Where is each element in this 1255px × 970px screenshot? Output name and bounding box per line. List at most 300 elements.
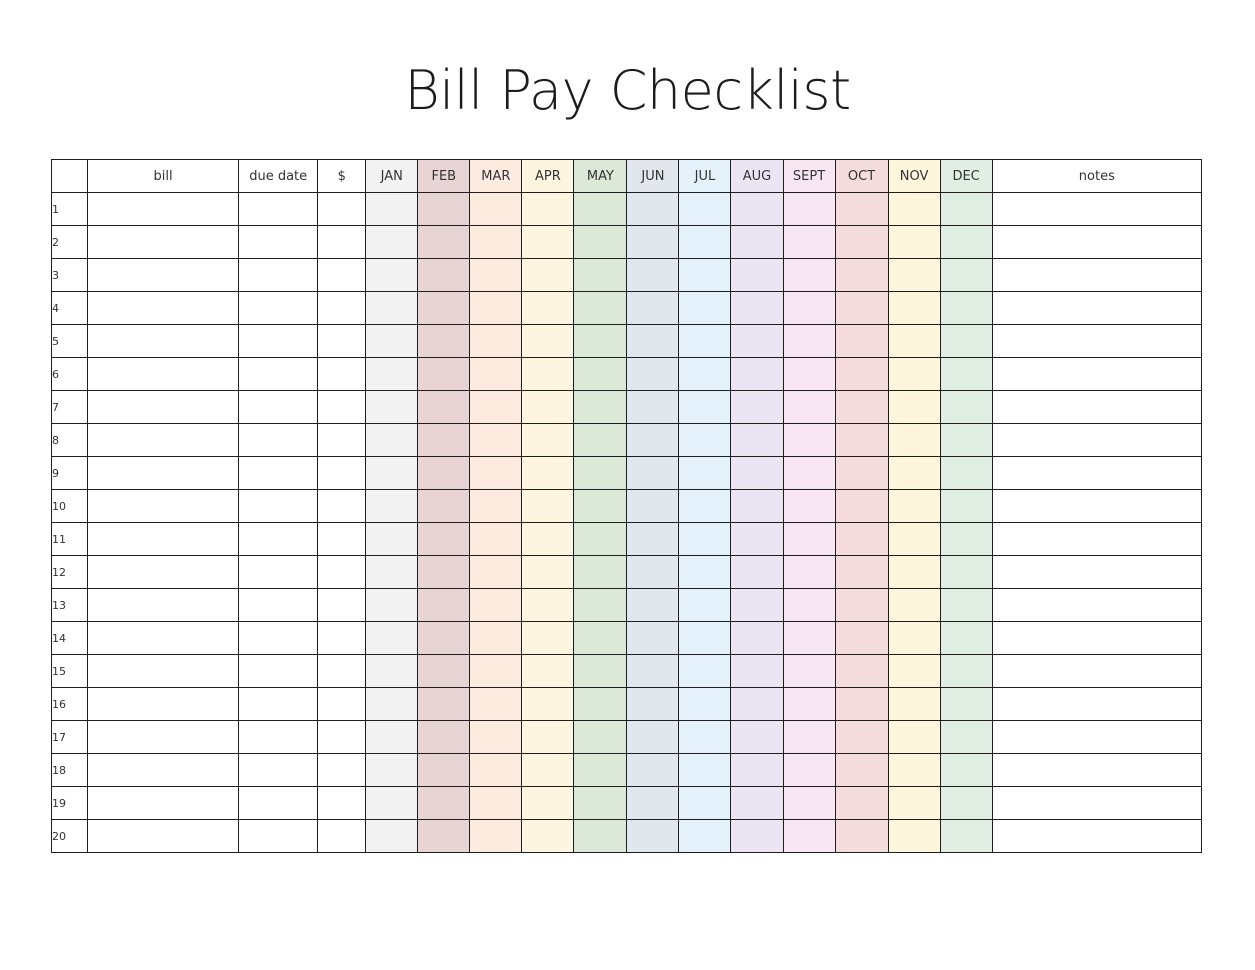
month-cell-jul[interactable] [679,754,731,787]
month-cell-apr[interactable] [522,193,574,226]
month-cell-may[interactable] [574,688,627,721]
month-cell-feb[interactable] [418,424,470,457]
month-cell-apr[interactable] [522,325,574,358]
month-cell-aug[interactable] [731,556,783,589]
month-cell-jun[interactable] [627,325,679,358]
month-cell-feb[interactable] [418,655,470,688]
month-cell-jul[interactable] [679,622,731,655]
due-date-cell[interactable] [239,292,318,325]
bill-cell[interactable] [88,325,239,358]
notes-cell[interactable] [992,358,1201,391]
month-cell-may[interactable] [574,226,627,259]
month-cell-may[interactable] [574,490,627,523]
month-cell-sept[interactable] [783,226,835,259]
amount-cell[interactable] [318,193,366,226]
amount-cell[interactable] [318,424,366,457]
notes-cell[interactable] [992,391,1201,424]
month-cell-dec[interactable] [940,688,992,721]
month-cell-jun[interactable] [627,292,679,325]
month-cell-mar[interactable] [470,787,522,820]
month-cell-jun[interactable] [627,754,679,787]
month-cell-dec[interactable] [940,589,992,622]
month-cell-feb[interactable] [418,457,470,490]
month-cell-oct[interactable] [835,622,888,655]
amount-cell[interactable] [318,226,366,259]
month-cell-may[interactable] [574,556,627,589]
due-date-cell[interactable] [239,490,318,523]
month-cell-may[interactable] [574,820,627,853]
month-cell-apr[interactable] [522,391,574,424]
bill-cell[interactable] [88,589,239,622]
month-cell-may[interactable] [574,325,627,358]
month-cell-apr[interactable] [522,259,574,292]
bill-cell[interactable] [88,820,239,853]
due-date-cell[interactable] [239,754,318,787]
month-cell-nov[interactable] [888,688,940,721]
notes-cell[interactable] [992,193,1201,226]
month-cell-sept[interactable] [783,721,835,754]
bill-cell[interactable] [88,457,239,490]
month-cell-nov[interactable] [888,193,940,226]
month-cell-aug[interactable] [731,688,783,721]
due-date-cell[interactable] [239,226,318,259]
amount-cell[interactable] [318,787,366,820]
month-cell-jan[interactable] [366,358,418,391]
month-cell-jan[interactable] [366,259,418,292]
month-cell-apr[interactable] [522,226,574,259]
month-cell-aug[interactable] [731,787,783,820]
month-cell-mar[interactable] [470,754,522,787]
month-cell-dec[interactable] [940,358,992,391]
month-cell-jan[interactable] [366,688,418,721]
notes-cell[interactable] [992,787,1201,820]
bill-cell[interactable] [88,721,239,754]
notes-cell[interactable] [992,226,1201,259]
month-cell-mar[interactable] [470,523,522,556]
month-cell-jun[interactable] [627,622,679,655]
due-date-cell[interactable] [239,589,318,622]
month-cell-may[interactable] [574,358,627,391]
month-cell-nov[interactable] [888,787,940,820]
bill-cell[interactable] [88,523,239,556]
month-cell-dec[interactable] [940,622,992,655]
month-cell-jan[interactable] [366,556,418,589]
month-cell-dec[interactable] [940,655,992,688]
month-cell-may[interactable] [574,523,627,556]
month-cell-jun[interactable] [627,589,679,622]
due-date-cell[interactable] [239,820,318,853]
month-cell-feb[interactable] [418,820,470,853]
month-cell-oct[interactable] [835,457,888,490]
month-cell-nov[interactable] [888,622,940,655]
month-cell-may[interactable] [574,391,627,424]
amount-cell[interactable] [318,820,366,853]
month-cell-mar[interactable] [470,292,522,325]
month-cell-aug[interactable] [731,358,783,391]
month-cell-aug[interactable] [731,391,783,424]
month-cell-oct[interactable] [835,721,888,754]
month-cell-feb[interactable] [418,391,470,424]
month-cell-nov[interactable] [888,655,940,688]
bill-cell[interactable] [88,391,239,424]
due-date-cell[interactable] [239,358,318,391]
month-cell-may[interactable] [574,424,627,457]
amount-cell[interactable] [318,622,366,655]
bill-cell[interactable] [88,424,239,457]
month-cell-jul[interactable] [679,226,731,259]
month-cell-sept[interactable] [783,523,835,556]
month-cell-sept[interactable] [783,490,835,523]
month-cell-dec[interactable] [940,193,992,226]
month-cell-oct[interactable] [835,820,888,853]
month-cell-apr[interactable] [522,424,574,457]
month-cell-jan[interactable] [366,424,418,457]
month-cell-oct[interactable] [835,688,888,721]
month-cell-dec[interactable] [940,292,992,325]
month-cell-jan[interactable] [366,721,418,754]
month-cell-dec[interactable] [940,721,992,754]
month-cell-may[interactable] [574,457,627,490]
month-cell-mar[interactable] [470,622,522,655]
bill-cell[interactable] [88,292,239,325]
month-cell-aug[interactable] [731,589,783,622]
amount-cell[interactable] [318,754,366,787]
amount-cell[interactable] [318,457,366,490]
month-cell-oct[interactable] [835,292,888,325]
month-cell-oct[interactable] [835,358,888,391]
due-date-cell[interactable] [239,391,318,424]
month-cell-sept[interactable] [783,787,835,820]
month-cell-jun[interactable] [627,226,679,259]
amount-cell[interactable] [318,589,366,622]
due-date-cell[interactable] [239,325,318,358]
notes-cell[interactable] [992,424,1201,457]
month-cell-mar[interactable] [470,391,522,424]
month-cell-jun[interactable] [627,259,679,292]
month-cell-jul[interactable] [679,358,731,391]
month-cell-apr[interactable] [522,457,574,490]
month-cell-jan[interactable] [366,820,418,853]
month-cell-jun[interactable] [627,820,679,853]
month-cell-mar[interactable] [470,655,522,688]
month-cell-feb[interactable] [418,358,470,391]
month-cell-nov[interactable] [888,523,940,556]
month-cell-may[interactable] [574,754,627,787]
due-date-cell[interactable] [239,787,318,820]
month-cell-mar[interactable] [470,424,522,457]
month-cell-feb[interactable] [418,622,470,655]
month-cell-jun[interactable] [627,490,679,523]
month-cell-mar[interactable] [470,589,522,622]
month-cell-oct[interactable] [835,490,888,523]
bill-cell[interactable] [88,490,239,523]
month-cell-may[interactable] [574,292,627,325]
month-cell-jul[interactable] [679,259,731,292]
month-cell-apr[interactable] [522,787,574,820]
month-cell-apr[interactable] [522,589,574,622]
month-cell-dec[interactable] [940,391,992,424]
month-cell-jul[interactable] [679,292,731,325]
month-cell-dec[interactable] [940,226,992,259]
month-cell-jan[interactable] [366,457,418,490]
due-date-cell[interactable] [239,688,318,721]
month-cell-nov[interactable] [888,358,940,391]
month-cell-aug[interactable] [731,721,783,754]
month-cell-jun[interactable] [627,424,679,457]
month-cell-jan[interactable] [366,292,418,325]
month-cell-jan[interactable] [366,589,418,622]
month-cell-oct[interactable] [835,259,888,292]
month-cell-jul[interactable] [679,556,731,589]
month-cell-sept[interactable] [783,556,835,589]
month-cell-jun[interactable] [627,688,679,721]
month-cell-jan[interactable] [366,655,418,688]
month-cell-sept[interactable] [783,589,835,622]
month-cell-aug[interactable] [731,754,783,787]
month-cell-nov[interactable] [888,754,940,787]
month-cell-sept[interactable] [783,688,835,721]
month-cell-sept[interactable] [783,820,835,853]
amount-cell[interactable] [318,556,366,589]
month-cell-may[interactable] [574,622,627,655]
month-cell-jun[interactable] [627,457,679,490]
month-cell-apr[interactable] [522,655,574,688]
notes-cell[interactable] [992,622,1201,655]
month-cell-apr[interactable] [522,490,574,523]
month-cell-jul[interactable] [679,688,731,721]
month-cell-sept[interactable] [783,259,835,292]
month-cell-oct[interactable] [835,226,888,259]
due-date-cell[interactable] [239,523,318,556]
month-cell-oct[interactable] [835,754,888,787]
month-cell-jul[interactable] [679,589,731,622]
notes-cell[interactable] [992,523,1201,556]
due-date-cell[interactable] [239,193,318,226]
month-cell-jul[interactable] [679,325,731,358]
month-cell-sept[interactable] [783,391,835,424]
month-cell-feb[interactable] [418,556,470,589]
month-cell-sept[interactable] [783,193,835,226]
month-cell-jul[interactable] [679,424,731,457]
month-cell-feb[interactable] [418,754,470,787]
month-cell-jan[interactable] [366,391,418,424]
month-cell-sept[interactable] [783,457,835,490]
month-cell-apr[interactable] [522,754,574,787]
month-cell-feb[interactable] [418,688,470,721]
month-cell-jan[interactable] [366,193,418,226]
month-cell-aug[interactable] [731,259,783,292]
amount-cell[interactable] [318,391,366,424]
month-cell-mar[interactable] [470,820,522,853]
month-cell-apr[interactable] [522,721,574,754]
month-cell-apr[interactable] [522,688,574,721]
month-cell-dec[interactable] [940,556,992,589]
month-cell-feb[interactable] [418,259,470,292]
bill-cell[interactable] [88,556,239,589]
month-cell-feb[interactable] [418,589,470,622]
month-cell-jul[interactable] [679,457,731,490]
month-cell-dec[interactable] [940,490,992,523]
notes-cell[interactable] [992,754,1201,787]
month-cell-aug[interactable] [731,490,783,523]
notes-cell[interactable] [992,490,1201,523]
month-cell-mar[interactable] [470,358,522,391]
month-cell-jun[interactable] [627,787,679,820]
month-cell-feb[interactable] [418,226,470,259]
month-cell-mar[interactable] [470,490,522,523]
notes-cell[interactable] [992,259,1201,292]
amount-cell[interactable] [318,292,366,325]
month-cell-feb[interactable] [418,490,470,523]
month-cell-sept[interactable] [783,325,835,358]
bill-cell[interactable] [88,193,239,226]
month-cell-jan[interactable] [366,622,418,655]
month-cell-aug[interactable] [731,820,783,853]
month-cell-oct[interactable] [835,325,888,358]
month-cell-jul[interactable] [679,490,731,523]
month-cell-nov[interactable] [888,721,940,754]
notes-cell[interactable] [992,820,1201,853]
notes-cell[interactable] [992,325,1201,358]
month-cell-nov[interactable] [888,325,940,358]
month-cell-nov[interactable] [888,391,940,424]
month-cell-dec[interactable] [940,523,992,556]
amount-cell[interactable] [318,655,366,688]
due-date-cell[interactable] [239,721,318,754]
due-date-cell[interactable] [239,655,318,688]
month-cell-may[interactable] [574,655,627,688]
month-cell-nov[interactable] [888,457,940,490]
month-cell-oct[interactable] [835,787,888,820]
month-cell-nov[interactable] [888,820,940,853]
month-cell-mar[interactable] [470,325,522,358]
month-cell-sept[interactable] [783,754,835,787]
notes-cell[interactable] [992,721,1201,754]
bill-cell[interactable] [88,259,239,292]
month-cell-apr[interactable] [522,523,574,556]
month-cell-may[interactable] [574,193,627,226]
bill-cell[interactable] [88,688,239,721]
month-cell-nov[interactable] [888,556,940,589]
month-cell-sept[interactable] [783,358,835,391]
month-cell-apr[interactable] [522,820,574,853]
bill-cell[interactable] [88,655,239,688]
month-cell-mar[interactable] [470,721,522,754]
month-cell-jun[interactable] [627,391,679,424]
month-cell-mar[interactable] [470,688,522,721]
month-cell-jan[interactable] [366,325,418,358]
month-cell-dec[interactable] [940,457,992,490]
bill-cell[interactable] [88,787,239,820]
bill-cell[interactable] [88,226,239,259]
month-cell-dec[interactable] [940,259,992,292]
month-cell-sept[interactable] [783,292,835,325]
bill-cell[interactable] [88,754,239,787]
month-cell-aug[interactable] [731,622,783,655]
notes-cell[interactable] [992,556,1201,589]
month-cell-oct[interactable] [835,193,888,226]
month-cell-apr[interactable] [522,622,574,655]
month-cell-jun[interactable] [627,358,679,391]
month-cell-feb[interactable] [418,193,470,226]
month-cell-jan[interactable] [366,523,418,556]
month-cell-jun[interactable] [627,556,679,589]
notes-cell[interactable] [992,589,1201,622]
month-cell-mar[interactable] [470,556,522,589]
month-cell-apr[interactable] [522,292,574,325]
month-cell-dec[interactable] [940,424,992,457]
month-cell-dec[interactable] [940,325,992,358]
month-cell-mar[interactable] [470,457,522,490]
month-cell-oct[interactable] [835,589,888,622]
month-cell-oct[interactable] [835,556,888,589]
due-date-cell[interactable] [239,259,318,292]
month-cell-apr[interactable] [522,358,574,391]
month-cell-oct[interactable] [835,523,888,556]
bill-cell[interactable] [88,622,239,655]
month-cell-dec[interactable] [940,820,992,853]
month-cell-nov[interactable] [888,259,940,292]
month-cell-aug[interactable] [731,523,783,556]
month-cell-feb[interactable] [418,292,470,325]
month-cell-jan[interactable] [366,754,418,787]
month-cell-jun[interactable] [627,721,679,754]
due-date-cell[interactable] [239,622,318,655]
month-cell-jan[interactable] [366,787,418,820]
amount-cell[interactable] [318,721,366,754]
month-cell-may[interactable] [574,589,627,622]
month-cell-sept[interactable] [783,424,835,457]
month-cell-feb[interactable] [418,787,470,820]
amount-cell[interactable] [318,358,366,391]
month-cell-feb[interactable] [418,325,470,358]
month-cell-feb[interactable] [418,523,470,556]
amount-cell[interactable] [318,490,366,523]
month-cell-aug[interactable] [731,292,783,325]
month-cell-jan[interactable] [366,226,418,259]
month-cell-jan[interactable] [366,490,418,523]
month-cell-jun[interactable] [627,655,679,688]
notes-cell[interactable] [992,457,1201,490]
amount-cell[interactable] [318,325,366,358]
month-cell-jun[interactable] [627,523,679,556]
month-cell-oct[interactable] [835,391,888,424]
bill-cell[interactable] [88,358,239,391]
month-cell-apr[interactable] [522,556,574,589]
notes-cell[interactable] [992,655,1201,688]
month-cell-may[interactable] [574,259,627,292]
due-date-cell[interactable] [239,556,318,589]
month-cell-dec[interactable] [940,787,992,820]
month-cell-dec[interactable] [940,754,992,787]
month-cell-may[interactable] [574,787,627,820]
month-cell-jul[interactable] [679,721,731,754]
month-cell-mar[interactable] [470,193,522,226]
month-cell-jun[interactable] [627,193,679,226]
month-cell-jul[interactable] [679,787,731,820]
month-cell-feb[interactable] [418,721,470,754]
notes-cell[interactable] [992,688,1201,721]
amount-cell[interactable] [318,688,366,721]
month-cell-mar[interactable] [470,259,522,292]
month-cell-mar[interactable] [470,226,522,259]
month-cell-sept[interactable] [783,622,835,655]
month-cell-nov[interactable] [888,424,940,457]
month-cell-aug[interactable] [731,226,783,259]
month-cell-aug[interactable] [731,424,783,457]
month-cell-may[interactable] [574,721,627,754]
due-date-cell[interactable] [239,457,318,490]
